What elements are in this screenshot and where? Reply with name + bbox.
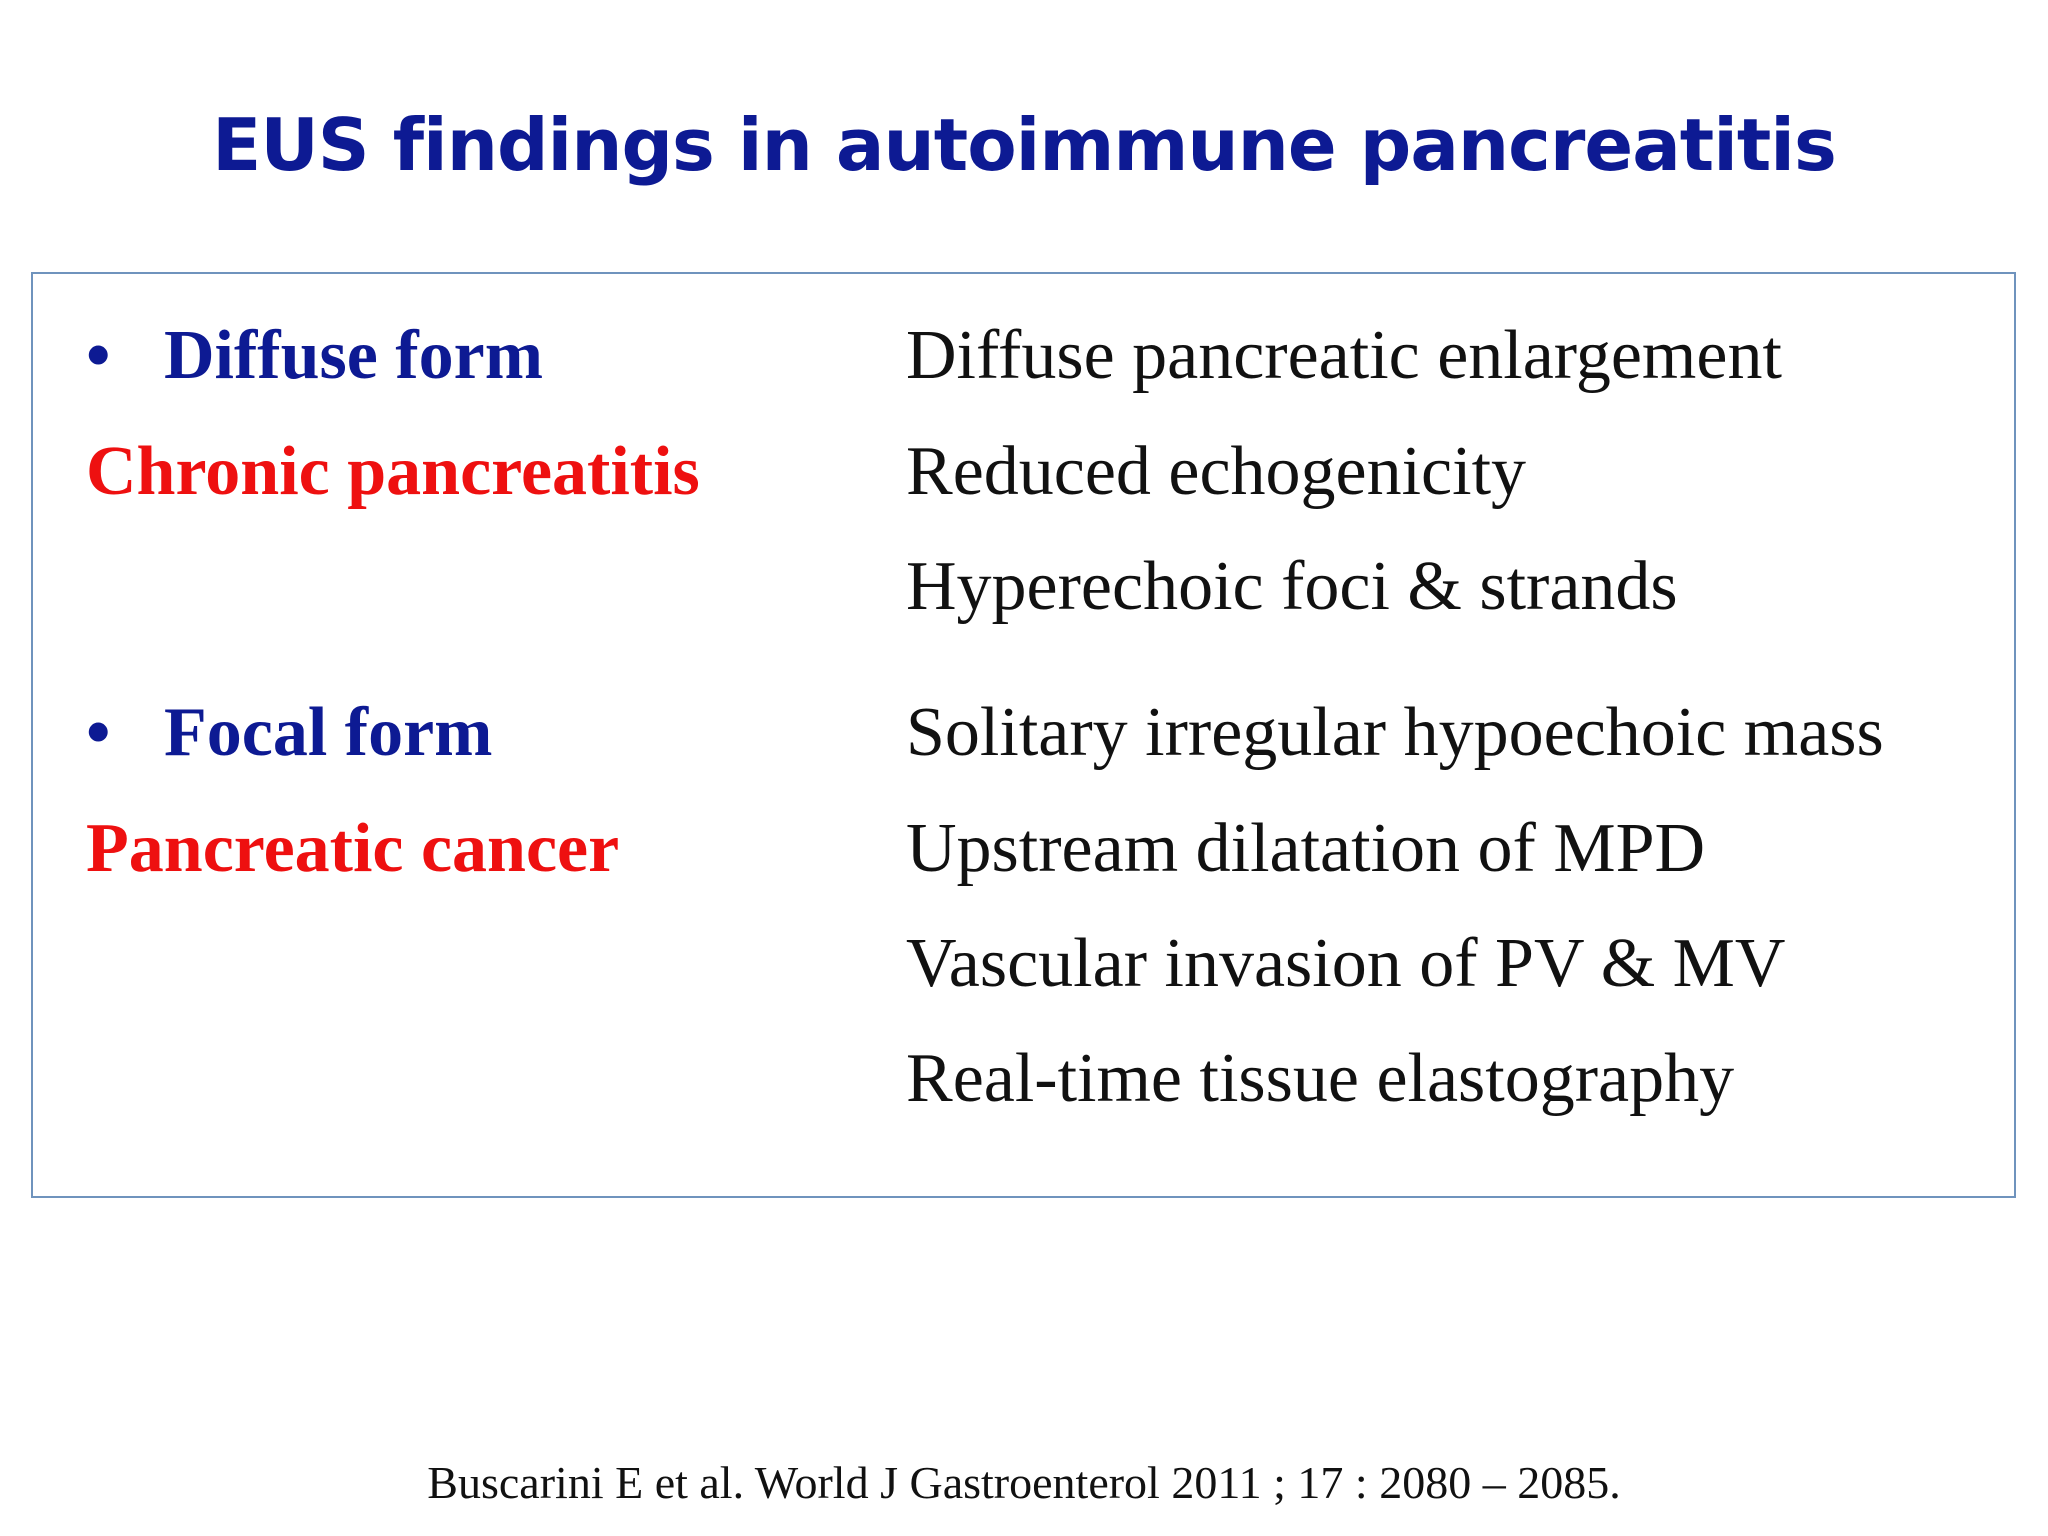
bullet-icon: • bbox=[86, 694, 111, 771]
diffuse-finding-1: Diffuse pancreatic enlargement bbox=[906, 317, 1782, 394]
focal-finding-1: Solitary irregular hypoechoic mass bbox=[906, 694, 1884, 771]
diffuse-differential: Chronic pancreatitis bbox=[86, 433, 700, 510]
citation: Buscarini E et al. World J Gastroenterol 2011 ; 17 : 2080 – 2085. bbox=[427, 1457, 1621, 1508]
findings-box bbox=[31, 272, 2016, 1198]
focal-finding-3: Vascular invasion of PV & MV bbox=[906, 925, 1786, 1002]
diffuse-finding-2: Reduced echogenicity bbox=[906, 433, 1527, 510]
slide-title: EUS findings in autoimmune pancreatitis bbox=[212, 103, 1836, 187]
diffuse-form-heading bbox=[86, 314, 543, 398]
focal-form-heading bbox=[86, 691, 492, 775]
focal-finding-2: Upstream dilatation of MPD bbox=[906, 810, 1706, 887]
focal-differential: Pancreatic cancer bbox=[86, 810, 620, 887]
diffuse-finding-3: Hyperechoic foci & strands bbox=[906, 548, 1678, 625]
diffuse-form-label: Diffuse form bbox=[164, 317, 544, 394]
bullet-icon: • bbox=[86, 317, 111, 394]
focal-finding-4: Real-time tissue elastography bbox=[906, 1040, 1735, 1117]
focal-form-label: Focal form bbox=[164, 694, 493, 771]
